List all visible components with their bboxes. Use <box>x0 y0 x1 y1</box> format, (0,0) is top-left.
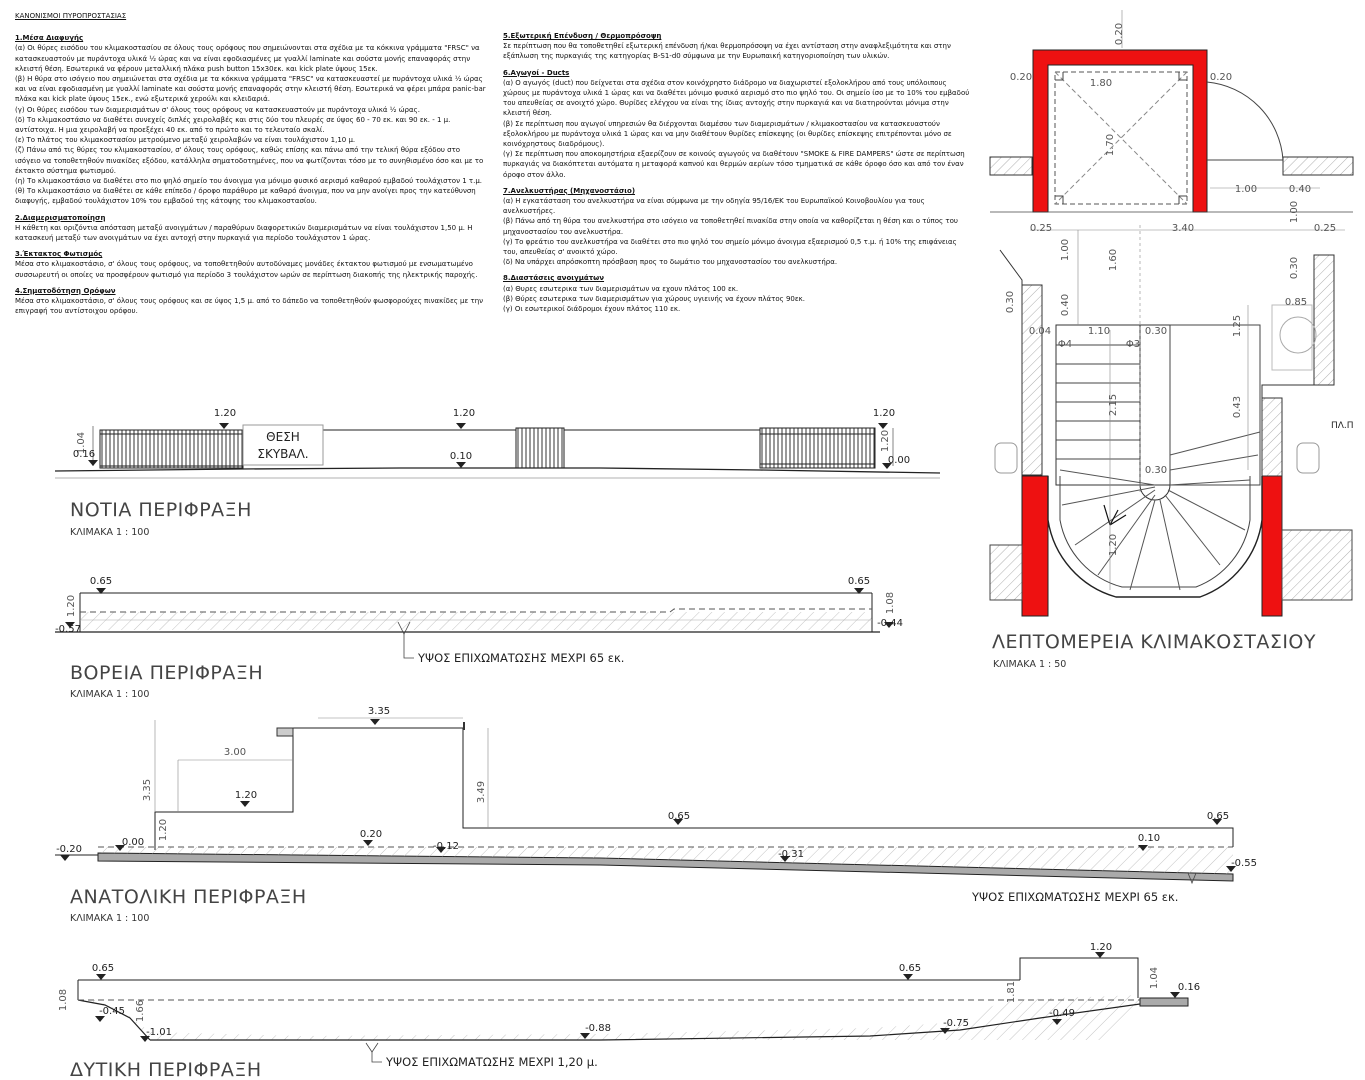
dim-label: 0.16 <box>1177 982 1201 993</box>
east-elevation <box>55 706 1257 924</box>
dim-label: 0.30 <box>1144 326 1168 337</box>
dim-label: 1.20 <box>872 408 896 419</box>
bin-label-1: ΘΕΣΗ <box>266 430 300 444</box>
dim-label: 1.00 <box>1289 200 1300 224</box>
dim-label: 0.65 <box>89 576 113 587</box>
dim-label: -0.44 <box>877 618 903 629</box>
dim-label: 0.65 <box>898 963 922 974</box>
section-title: 8.Διαστάσεις ανοιγμάτων <box>503 274 605 283</box>
bin-label-2: ΣΚΥΒΑΛ. <box>257 447 309 461</box>
section-line: (γ) Οι θύρες εισόδου των διαμερισμάτων σ' όλους τους ορόφους να κατασκευαστούν με πυράντοχα υλικά ½ ώρας. <box>15 105 420 114</box>
dim-label: 0.20 <box>1009 72 1033 83</box>
section-line: (α) Οι θύρες εισόδου του κλιμακοστασίου σε όλους τους ορόφους που σημειώνονται στα σχέδια με τα κόκκινα γράμματα "FRSC" να κατασκευαστούν με πυράντοχα υλικά ½ ώρας και να είναι εφοδιασμένες με γυαλλί laminate και σούστα μονής επαναφοράς στην κλειστή θέση. Εσωτερικά να φέρουν μεταλλική πλάκα push button 15x30εκ. και kick plate ύψους 15εκ. <box>15 44 480 73</box>
dim-label: 1.04 <box>1149 966 1160 990</box>
section-line: Μέσα στο κλιμακοστάσιο, σ' όλους τους ορόφους και σε ύψος 1,5 μ. από το δάπεδο να τοποθετηθούν φωσφορούχες πινακίδες με την επιγραφή του αντίστοιχου ορόφου. <box>15 297 484 316</box>
dim-label: 3.49 <box>476 780 487 804</box>
dim-label: 1.00 <box>1234 184 1258 195</box>
east-fill-note: ΥΨΟΣ ΕΠΙΧΩΜΑΤΩΣΗΣ ΜΕΧΡΙ 65 εκ. <box>972 890 1179 904</box>
section-line: (β) Θύρες εσωτερικα των διαμερισμάτων για χώρους υγιεινής να έχουν πλάτος 90εκ. <box>503 294 806 303</box>
dim-label: 1.04 <box>76 431 87 455</box>
room-label: ΠΛ.Π <box>1331 421 1354 431</box>
dim-label: 1.00 <box>1060 238 1071 262</box>
dim-label: 0.65 <box>847 576 871 587</box>
dim-label: 1.10 <box>1087 326 1111 337</box>
dim-label: 0.16 <box>72 449 96 460</box>
dim-label: 0.40 <box>1060 293 1071 317</box>
dim-label: 1.81 <box>1006 980 1017 1004</box>
dim-label: 0.20 <box>1114 22 1125 46</box>
dim-label: 1.20 <box>880 429 891 453</box>
section-line: (δ) Το κλιμακοστάσιο να διαθέτει συνεχείς διπλές χειρολαβές και στις δύο του πλευρές σε ύψος 60 - 70 εκ. και 90 εκ. - 1 μ. αντίστοιχα. Η μια χειρολαβή να προεξέχει 40 εκ. από το πρώτο και το τελευταίο σκαλί. <box>15 115 451 135</box>
dim-label: 0.04 <box>1028 326 1052 337</box>
section-line: Η κάθετη και οριζόντια απόσταση μεταξύ ανοιγμάτων / παραθύρων διαφορετικών διαμερισμάτων να είναι τουλάχιστον 1,50 μ. Η κατασκευή μεταξύ των ανοιγμάτων να έχει αντοχή στην πυρκαγιά για περίοδο τουλάχιστον 1 ώρας. <box>15 223 473 243</box>
dim-label: 0.00 <box>887 455 911 466</box>
section-line: (δ) Να υπάρχει απρόσκοπτη πρόσβαση προς το δωμάτιο του μηχανοστασίου του ανελκυστήρα. <box>503 258 838 267</box>
section-line: (γ) Σε περίπτωση που αποκομηστήρια εξαερίζουν σε κοινούς αγωγούς να διαθέτουν "SMOKE & FIRE DAMPERS" ώστε σε περίπτωση πυρκαγιάς να διακόπτεται αυτόματα η μεταφορά καπνού και θερμών αερίων τόσο τμηματικά σε κάθε όροφο όσο και από τον έναν όροφο στον άλλο. <box>503 150 965 179</box>
section-title: 7.Ανελκυστήρας (Μηχανοστάσιο) <box>503 186 636 195</box>
dim-label: -0.45 <box>99 1006 125 1017</box>
stair-detail-scale: ΚΛΙΜΑΚΑ 1 : 50 <box>993 659 1067 670</box>
section-line: Μέσα στο κλιμακοστάσιο, σ' όλους τους ορόφους, να τοποθετηθούν αυτοδύναμες μονάδες έκτακτου φωτισμού με ενσωματωμένο συσσωρευτή οι οποίες να προσφέρουν φωτισμό για περίοδο 3 τουλάχιστον ωρών σε περίπτωση διακοπής της ηλεκτρικής παροχής. <box>15 260 478 279</box>
dim-label: -0.75 <box>943 1018 969 1029</box>
dim-label: -0.57 <box>55 624 81 635</box>
section-title: 4.Σηματοδότηση Ορόφων <box>15 286 116 295</box>
dim-label: 1.20 <box>1108 533 1119 557</box>
north-elevation-title: ΒΟΡΕΙΑ ΠΕΡΙΦΡΑΞΗ <box>70 662 264 684</box>
dim-label: 0.20 <box>359 829 383 840</box>
dim-label: 0.00 <box>121 837 145 848</box>
dim-label: 1.80 <box>1089 78 1113 89</box>
dim-label: -1.01 <box>146 1027 172 1038</box>
dim-label: -0.88 <box>585 1023 611 1034</box>
dim-label: 1.08 <box>58 988 69 1012</box>
dim-label: -0.49 <box>1049 1008 1075 1019</box>
dim-label: -0.20 <box>56 844 82 855</box>
north-elevation <box>55 576 903 700</box>
east-elevation-title: ΑΝΑΤΟΛΙΚΗ ΠΕΡΙΦΡΑΞΗ <box>70 886 307 908</box>
dim-label: 0.30 <box>1144 465 1168 476</box>
section-line: (α) Ο αγωγός (duct) που δείχνεται στα σχέδια στον κοινόχρηστο διάδρομο να διαχωριστεί εξολοκλήρου από τους υπόλοιπους χώρους με πυράντοχα υλικά 1 ώρας και να διαθέτει μόνιμο φυσικό αερισμό στο πιο ψηλό του. Οι σημείο ίσο με το 10% του εμβαδού του απευθείας σε ανοιχτό χώρο. Θυρίδες ελέγχου να είναι της ίδιας αντοχής στην πυρκαγιά και να διατηρούνται μόνιμα στην κλειστή θέση. <box>503 78 970 118</box>
dim-label: 0.65 <box>91 963 115 974</box>
north-elevation-scale: ΚΛΙΜΑΚΑ 1 : 100 <box>70 689 150 700</box>
dim-label: 1.70 <box>1105 133 1116 157</box>
dim-label: 1.20 <box>66 594 77 618</box>
dim-label: 1.20 <box>158 818 169 842</box>
section-line: (θ) Το κλιμακοστάσιο να διαθέτει σε κάθε επίπεδο / όροφο παράθυρο με καθαρό άνοιγμα, που να μην ανοίγει προς την κατεύθυνση διαφυγής, εμβαδού τουλάχιστον 10% του εμβαδού της κάτοψης του κλιμακοστασίου. <box>15 187 476 206</box>
dim-label: -0.12 <box>433 841 459 852</box>
east-elevation-scale: ΚΛΙΜΑΚΑ 1 : 100 <box>70 913 150 924</box>
north-fill-note: ΥΨΟΣ ΕΠΙΧΩΜΑΤΩΣΗΣ ΜΕΧΡΙ 65 εκ. <box>418 651 625 665</box>
dim-label: 0.65 <box>1206 811 1230 822</box>
dim-label: 1.20 <box>452 408 476 419</box>
dim-label: 0.30 <box>1005 290 1016 314</box>
dim-label: 0.10 <box>449 451 473 462</box>
dim-label: 2.15 <box>1108 393 1119 417</box>
dim-label: 0.43 <box>1232 395 1243 419</box>
section-title: 6.Αγωγοί - Ducts <box>503 68 570 77</box>
dim-label: 0.20 <box>1209 72 1233 83</box>
stair-detail-title: ΛΕΠΤΟΜΕΡΕΙΑ ΚΛΙΜΑΚΟΣΤΑΣΙΟΥ <box>992 631 1316 653</box>
section-line: Σε περίπτωση που θα τοποθετηθεί εξωτερική επένδυση ή/και θερμοπρόσοψη να έχει αντίσταση στην αναφλεξιμότητα και στην εξάπλωση της πυρκαγιάς της κατηγορίας B-S1-d0 σύμφωνα με την Ευρωπαική κατηγοριοποίηση των υλικών. <box>503 42 951 61</box>
dim-label: 3.35 <box>367 706 391 717</box>
dim-label: 0.85 <box>1284 297 1308 308</box>
section-line: (β) Πάνω από τη θύρα του ανελκυστήρα στο ισόγειο να τοποθετηθεί πινακίδα στην οποία να καθορίζεται η θέση και ο τύπος του μηχανοστασίου του ανελκυστήρα. <box>503 217 958 236</box>
dim-label: 3.35 <box>142 778 153 802</box>
south-elevation <box>55 408 940 538</box>
section-line: (α) Η εγκατάσταση του ανελκυστήρα να είναι σύμφωνα με την οδηγία 95/16/ΕΚ του Ευρωπαϊκού Κοινοβουλίου για τους ανελκυστήρες. <box>503 197 925 216</box>
dim-label: 0.25 <box>1313 223 1337 234</box>
dim-label: Φ3 <box>1125 339 1141 350</box>
section-line: (ε) Το πλάτος του κλιμακοστασίου μετρούμενο μεταξύ χειρολαβών να είναι τουλάχιστον 1,10 μ. <box>15 136 356 145</box>
regulations-heading: ΚΑΝΟΝΙΣΜΟΙ ΠΥΡΟΠΡΟΣΤΑΣΙΑΣ <box>15 12 127 20</box>
section-line: (β) Σε περίπτωση που αγωγοί υπηρεσιών θα διέρχονται διαμέσου των διαμερισμάτων / κλιμακοστασίου να κατασκευαστούν εξολοκλήρου με πυράντοχα υλικά 1 ώρας και να μην διαθέτουν θυρίδες επίσκεψης (οι θυρίδες επίσκεψης επιτρέπονται μόνο σε κοινόχρηστους διαδρόμους). <box>503 119 952 149</box>
section-line: (α) Θυρες εσωτερικα των διαμερισμάτων να εχουν πλάτος 100 εκ. <box>503 284 739 293</box>
dim-label: 1.25 <box>1232 314 1243 338</box>
dim-label: -0.31 <box>778 849 804 860</box>
dim-label: 0.65 <box>667 811 691 822</box>
dim-label: 1.66 <box>135 999 146 1023</box>
section-line: (γ) Οι εσωτερικοί διάδρομοι έχουν πλάτος 110 εκ. <box>503 305 681 314</box>
section-title: 1.Μέσα Διαφυγής <box>15 34 84 43</box>
west-fill-note: ΥΨΟΣ ΕΠΙΧΩΜΑΤΩΣΗΣ ΜΕΧΡΙ 1,20 μ. <box>386 1055 598 1069</box>
section-title: 2.Διαμερισματοποίηση <box>15 213 106 222</box>
section-line: (η) Το κλιμακοστάσιο να διαθέτει στο πιο ψηλό σημείο του άνοιγμα για μόνιμο φυσικό αερισμό καθαρού εμβαδού τουλάχιστον 1 τ.μ. <box>15 177 483 186</box>
dim-label: 0.25 <box>1029 223 1053 234</box>
section-line: (ζ) Πάνω από τις θύρες του κλιμακοστασίου, σ' όλους τους ορόφους, καθώς επίσης και πάνω από την τελική θύρα εξόδου στο ισόγειο να τοποθετηθούν πινακίδες εξόδου, κατάλληλα σηματοδοτημένες, που να φωτίζονται τόσο με το συνηθισμένο όσο και με το έκτακτο σύστημα φωτισμού. <box>15 146 484 175</box>
section-line: (γ) Το φρεάτιο του ανελκυστήρα να διαθέτει στο πιο ψηλό του σημείο μόνιμο άνοιγμα εξαερισμού 0,5 τ.μ. ή 10% της επιφάνειας του, απευθείας σ' ανοικτό χώρο. <box>503 237 957 257</box>
dim-label: 1.60 <box>1108 248 1119 272</box>
dim-label: 1.20 <box>1089 942 1113 953</box>
south-elevation-title: ΝΟΤΙΑ ΠΕΡΙΦΡΑΞΗ <box>70 499 252 521</box>
dim-label: 1.20 <box>213 408 237 419</box>
dim-label: 0.30 <box>1289 256 1300 280</box>
stair-detail <box>990 10 1354 670</box>
dim-label: 0.40 <box>1288 184 1312 195</box>
dim-label: Φ4 <box>1057 339 1073 350</box>
section-line: (β) Η θύρα στο ισόγειο που σημειώνεται στα σχέδια με τα κόκκινα γράμματα "FRSC" να κατασκευαστεί με πυράντοχα υλικά ½ ώρας και να είναι εφοδιασμένη με γυαλλί laminate και σούστα μονής επαναφοράς στην κλειστή θέση. Εσωτερικά να φέρει μπάρα panic-bar πλάκα και kick plate ύψους 15εκ., ενώ εξωτερικά χερούλι και κλειδαριά. <box>15 75 486 104</box>
dim-label: 1.08 <box>885 591 896 615</box>
dim-label: 3.00 <box>223 747 247 758</box>
section-title: 3.Έκτακτος Φωτισμός <box>15 250 103 259</box>
south-elevation-scale: ΚΛΙΜΑΚΑ 1 : 100 <box>70 527 150 538</box>
dim-label: 0.10 <box>1137 833 1161 844</box>
dim-label: 1.20 <box>234 790 258 801</box>
west-elevation <box>58 942 1200 1080</box>
section-title: 5.Εξωτερική Επένδυση / Θερμοπρόσοψη <box>503 32 662 40</box>
west-elevation-title: ΔΥΤΙΚΗ ΠΕΡΙΦΡΑΞΗ <box>70 1059 262 1080</box>
dim-label: 3.40 <box>1171 223 1195 234</box>
dim-label: -0.55 <box>1231 858 1257 869</box>
